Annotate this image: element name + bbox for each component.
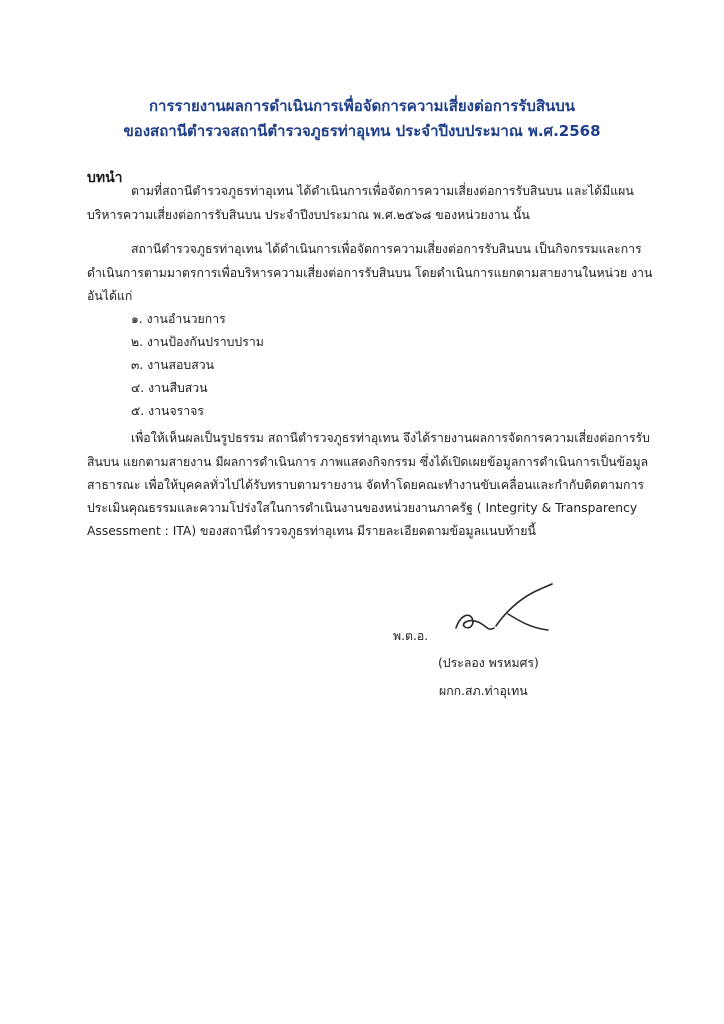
paragraph-2-line-2: ดำเนินการตามมาตรการเพื่อบริหารความเสี่ยงต่อการรับสินบน โดยดำเนินการแยกตามสายงานในหน่วย งาน: [87, 266, 653, 280]
paragraph-3-line-1: เพื่อให้เห็นผลเป็นรูปธรรม สถานีตำรวจภูธรท่าอุเทน จึงได้รายงานผลการจัดการความเสี่ยงต่อการรับ: [131, 431, 650, 445]
list-item: ๒. งานป้องกันปราบปราม: [131, 335, 264, 349]
list-item: ๓. งานสอบสวน: [131, 358, 215, 372]
paragraph-3-line-3: สาธารณะ เพื่อให้บุคคลทั่วไปได้รับทราบตามรายงาน จัดทำโดยคณะทำงานขับเคลื่อนและกำกับติดตามการ: [87, 478, 645, 492]
list-item: ๕. งานจราจร: [131, 404, 204, 418]
paragraph-1-line-2: บริหารความเสี่ยงต่อการรับสินบน ประจำปีงบประมาณ พ.ศ.๒๕๖๘ ของหน่วยงาน นั้น: [87, 208, 530, 222]
list-item: ๔. งานสืบสวน: [131, 381, 208, 395]
paragraph-1-line-1: ตามที่สถานีตำรวจภูธรท่าอุเทน ได้ดำเนินการเพื่อจัดการความเสี่ยงต่อการรับสินบน และได้มีแผน: [131, 184, 634, 198]
paragraph-3-line-2: สินบน แยกตามสายงาน มีผลการดำเนินการ ภาพแสดงกิจกรรม ซึ่งได้เปิดเผยข้อมูลการดำเนินการเป็นข้อมูล: [87, 455, 649, 469]
list-item: ๑. งานอำนวยการ: [131, 312, 226, 326]
signatory-position: ผกก.สภ.ท่าอุเทน: [439, 684, 528, 698]
section-heading-intro: บทนำ: [87, 170, 123, 186]
document-title-line1: การรายงานผลการดำเนินการเพื่อจัดการความเสี่ยงต่อการรับสินบน: [148, 97, 576, 115]
paragraph-3-line-5: Assessment : ITA) ของสถานีตำรวจภูธรท่าอุเทน มีรายละเอียดตามข้อมูลแนบท้ายนี้: [87, 524, 536, 538]
paragraph-3-line-4: ประเมินคุณธรรมและความโปร่งใสในการดำเนินงานของหน่วยงานภาครัฐ ( Integrity & Transparency: [87, 501, 638, 515]
signatory-rank: พ.ต.อ.: [393, 629, 429, 643]
paragraph-2-line-3: อันได้แก่: [87, 289, 133, 303]
handwritten-signature-image: [438, 578, 558, 640]
signatory-name: (ประลอง พรหมศร): [438, 656, 539, 670]
paragraph-2-line-1: สถานีตำรวจภูธรท่าอุเทน ได้ดำเนินการเพื่อจัดการความเสี่ยงต่อการรับสินบน เป็นกิจกรรมและการ: [131, 242, 642, 256]
document-title-line2: ของสถานีตำรวจสถานีตำรวจภูธรท่าอุเทน ประจำปีงบประมาณ พ.ศ.2568: [123, 122, 601, 140]
